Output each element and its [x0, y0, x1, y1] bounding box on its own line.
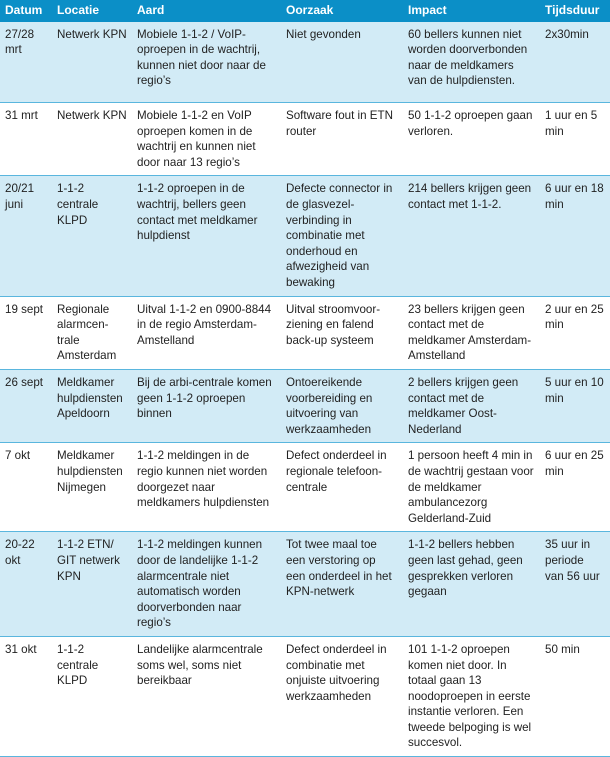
cell-aard: Landelijke alarmcentrale soms wel, soms niet bereikbaar: [132, 636, 281, 756]
cell-locatie: Netwerk KPN: [52, 103, 132, 176]
cell-datum: 31 okt: [0, 636, 52, 756]
cell-impact: 23 bellers krijgen geen contact met de meldkamer Amsterdam-Amstelland: [403, 296, 540, 369]
cell-impact: 50 1-1-2 oproepen gaan verloren.: [403, 103, 540, 176]
cell-locatie: Meldkamer hulpdiensten Nijmegen: [52, 443, 132, 532]
header-oorzaak: Oorzaak: [281, 0, 403, 22]
header-aard: Aard: [132, 0, 281, 22]
cell-datum: 19 sept: [0, 296, 52, 369]
table-row: [0, 103, 610, 176]
cell-aard: Bij de arbi-centrale komen geen 1-1-2 oproepen binnen: [132, 370, 281, 443]
cell-datum: 26 sept: [0, 370, 52, 443]
cell-aard: Mobiele 1-1-2 / VoIP-oproepen in de wachtrij, kunnen niet door naar de regio’s: [132, 22, 281, 103]
table-row: [0, 636, 610, 756]
cell-datum: 20/21 juni: [0, 176, 52, 296]
cell-tijdsduur: 2 uur en 25 min: [540, 296, 610, 369]
cell-locatie: 1-1-2 centrale KLPD: [52, 636, 132, 756]
cell-oorzaak: Software fout in ETN router: [281, 103, 403, 176]
cell-locatie: Regionale alarmcen-trale Amsterdam: [52, 296, 132, 369]
cell-aard: 1-1-2 meldingen in de regio kunnen niet worden doorgezet naar meldkamers hulpdiensten: [132, 443, 281, 532]
cell-aard: 1-1-2 oproepen in de wachtrij, bellers geen contact met meldkamer hulpdienst: [132, 176, 281, 296]
cell-impact: 1-1-2 bellers hebben geen last gehad, geen gesprekken verloren gegaan: [403, 532, 540, 637]
header-row: [0, 0, 610, 22]
cell-oorzaak: Niet gevonden: [281, 22, 403, 103]
cell-locatie: Netwerk KPN: [52, 22, 132, 103]
header-locatie: Locatie: [52, 0, 132, 22]
cell-oorzaak: Defecte connector in de glasvezel-verbinding in combinatie met onderhoud en afwezigheid van bewaking: [281, 176, 403, 296]
cell-impact: 2 bellers krijgen geen contact met de meldkamer Oost-Nederland: [403, 370, 540, 443]
cell-datum: 31 mrt: [0, 103, 52, 176]
cell-aard: Uitval 1-1-2 en 0900-8844 in de regio Amsterdam-Amstelland: [132, 296, 281, 369]
cell-tijdsduur: 6 uur en 18 min: [540, 176, 610, 296]
cell-tijdsduur: 2x30min: [540, 22, 610, 103]
table-row: [0, 532, 610, 637]
cell-tijdsduur: 6 uur en 25 min: [540, 443, 610, 532]
cell-aard: 1-1-2 meldingen kunnen door de landelijke 1-1-2 alarmcentrale niet automatisch worden doorverbonden naar regio’s: [132, 532, 281, 637]
cell-impact: 101 1-1-2 oproepen komen niet door. In totaal gaan 13 noodoproepen in eerste instantie verloren. Een tweede belpoging is wel succesvol.: [403, 636, 540, 756]
cell-datum: 27/28 mrt: [0, 22, 52, 103]
cell-tijdsduur: 5 uur en 10 min: [540, 370, 610, 443]
cell-datum: 20-22 okt: [0, 532, 52, 637]
cell-oorzaak: Uitval stroomvoor-ziening en falend back-up systeem: [281, 296, 403, 369]
header-impact: Impact: [403, 0, 540, 22]
cell-locatie: 1-1-2 centrale KLPD: [52, 176, 132, 296]
header-datum: Datum: [0, 0, 52, 22]
cell-tijdsduur: 35 uur in periode van 56 uur: [540, 532, 610, 637]
cell-impact: 214 bellers krijgen geen contact met 1-1-2.: [403, 176, 540, 296]
table-row: [0, 296, 610, 369]
cell-aard: Mobiele 1-1-2 en VoIP oproepen komen in de wachtrij en kunnen niet door naar 13 regio’s: [132, 103, 281, 176]
cell-locatie: Meldkamer hulpdiensten Apeldoorn: [52, 370, 132, 443]
table-row: [0, 370, 610, 443]
cell-tijdsduur: 50 min: [540, 636, 610, 756]
header-tijdsduur: Tijdsduur: [540, 0, 610, 22]
cell-oorzaak: Ontoereikende voorbereiding en uitvoering van werkzaamheden: [281, 370, 403, 443]
table-row: [0, 22, 610, 103]
cell-oorzaak: Tot twee maal toe een verstoring op een onderdeel in het KPN-netwerk: [281, 532, 403, 637]
cell-tijdsduur: 1 uur en 5 min: [540, 103, 610, 176]
cell-impact: 60 bellers kunnen niet worden doorverbonden naar de meldkamers van de hulpdiensten.: [403, 22, 540, 103]
cell-oorzaak: Defect onderdeel in regionale telefoon-centrale: [281, 443, 403, 532]
cell-oorzaak: Defect onderdeel in combinatie met onjuiste uitvoering werkzaamheden: [281, 636, 403, 756]
cell-impact: 1 persoon heeft 4 min in de wachtrij gestaan voor de meldkamer ambulancezorg Gelderland-Zuid: [403, 443, 540, 532]
table-row: [0, 176, 610, 296]
cell-datum: 7 okt: [0, 443, 52, 532]
cell-locatie: 1-1-2 ETN/ GIT netwerk KPN: [52, 532, 132, 637]
table-row: [0, 443, 610, 532]
